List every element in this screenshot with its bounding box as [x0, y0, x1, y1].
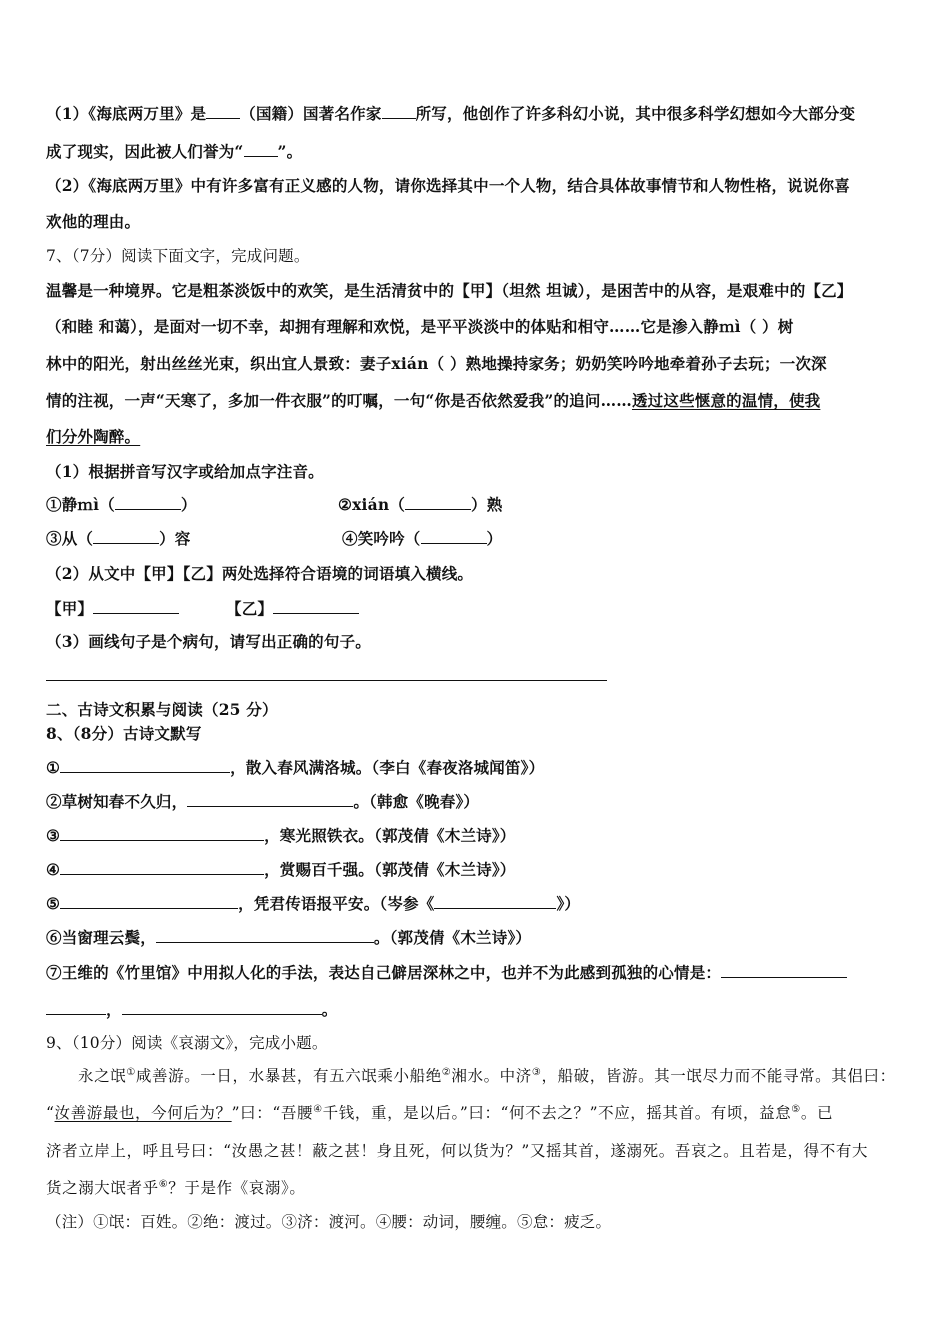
blank-yin[interactable] — [421, 529, 487, 544]
blank-author[interactable] — [382, 104, 416, 119]
blank-cong[interactable] — [93, 529, 159, 544]
q7-yi-field: 【乙】 — [226, 597, 910, 619]
q7-item-xiaoyinyin: ④笑吟吟（ ） — [342, 529, 503, 548]
blank-poem-5[interactable] — [60, 894, 238, 909]
q8-line1: ① ，散入春风满洛城。（李白《春夜洛城闻笛》） — [46, 758, 545, 777]
underlined-quote: 汝善游最也，今何后为？ — [54, 1104, 232, 1122]
q8-line2: ②草树知春不久归， 。（韩愈《晚春》） — [46, 792, 480, 811]
q9-text-line3: 济者立岸上，呼且号曰：“汝愚之甚！蔽之甚！身且死，何以货为？”又摇其首，遂溺死。吾哀之。且若是，得不有大 — [46, 1142, 869, 1160]
q9-text-line1: 永之氓①咸善游。一日，水暴甚，有五六氓乘小船绝②湘水。中济③，船破，皆游。其一氓尽力而不能寻常。其侣曰： — [78, 1066, 896, 1085]
blank-poem-1[interactable] — [60, 758, 230, 773]
q6-sub2-line1: （2）《海底两万里》中有许多富有正义感的人物，请你选择其中一个人物，结合具体故事情节和人物性格，说说你喜 — [46, 176, 850, 195]
q8-line3: ③ ，寒光照铁衣。（郭茂倩《木兰诗》） — [46, 826, 516, 845]
q7-jia-field: 【甲】 — [46, 597, 910, 619]
q7-passage-line5 — [46, 425, 910, 447]
underlined-sentence: 透过这些惬意的温情，使我 — [631, 391, 821, 410]
q7-item-xian: ②xián（ ）熟 — [338, 495, 503, 514]
q8-heading: 8、（8分）古诗文默写 — [46, 724, 202, 743]
blank-yi[interactable] — [273, 599, 359, 614]
q7-passage-line2: （和睦 和蔼），是面对一切不幸，却拥有理解和欢悦，是平平淡淡中的体贴和相守……它是渗入静ｍì（ ）树 — [46, 317, 794, 336]
q7-sub1: （1）根据拼音写汉字或给加点字注音。 — [46, 462, 324, 481]
blank-nationality[interactable] — [206, 104, 240, 119]
blank-poem-7c[interactable] — [122, 1000, 322, 1015]
q9-text-line4: 货之溺大氓者乎⑥？于是作《哀溺》。 — [46, 1178, 306, 1197]
blank-jia[interactable] — [93, 599, 179, 614]
q7-passage-line4: 情的注视，一声“天寒了，多加一件衣服”的叮嘱，一句“你是否依然爱我”的追问……透过这些惬意的温情，使我 — [46, 391, 821, 410]
q8-line7-cont: ， 。 — [46, 998, 910, 1020]
q8-line7: ⑦王维的《竹里馆》中用拟人化的手法，表达自己僻居深林之中，也并不为此感到孤独的心情是： — [46, 961, 910, 983]
section2-heading: 二、古诗文积累与阅读（25 分） — [46, 700, 278, 719]
q7-passage-line3: 林中的阳光，射出丝丝光束，织出宜人景致：妻子xián（ ）熟地操持家务；奶奶笑吟吟地牵着孙子去玩；一次深 — [46, 354, 827, 373]
q7-passage-line1: 温馨是一种境界。它是粗茶淡饭中的欢笑，是生活清贫中的【甲】（坦然 坦诚），是困苦中的从容，是艰难中的【乙】 — [46, 281, 853, 300]
q8-line4: ④ ，赏赐百千强。（郭茂倩《木兰诗》） — [46, 860, 516, 879]
q8-line5: ⑤ ，凭君传语报平安。（岑参《 》） — [46, 894, 581, 913]
q9-text-line2: “汝善游最也，今何后为？”曰：“吾腰④千钱，重，是以后。”曰：“何不去之？”不应，摇其首。有顷，益怠⑤。已 — [46, 1103, 834, 1122]
q7-item-row2: ③从（ ）容 — [46, 529, 191, 548]
q6-sub2-line2: 欢他的理由。 — [46, 212, 141, 231]
blank-poem-2[interactable] — [187, 792, 353, 807]
q8-line6: ⑥当窗理云鬓， 。（郭茂倩《木兰诗》） — [46, 928, 532, 947]
blank-title[interactable] — [244, 142, 278, 157]
q7-sub2: （2）从文中【甲】【乙】两处选择符合语境的词语填入横线。 — [46, 564, 474, 583]
blank-poem-7a[interactable] — [721, 963, 847, 978]
blank-mi[interactable] — [115, 495, 181, 510]
q9-notes: （注）①氓：百姓。②绝：渡过。③济：渡河。④腰：动词，腰缠。⑤怠：疲乏。 — [46, 1213, 612, 1231]
q7-item-row1: ①静ｍì（ ） — [46, 495, 197, 514]
blank-poem-4[interactable] — [60, 860, 264, 875]
underlined-sentence-end: 们分外陶醉。 — [46, 427, 141, 446]
blank-poem-3[interactable] — [60, 826, 264, 841]
blank-poem-7b[interactable] — [46, 1000, 106, 1015]
q9-heading: 9、（10分）阅读《哀溺文》，完成小题。 — [46, 1034, 328, 1052]
q6-sub1-line1: （1）《海底两万里》是 （国籍）国著名作家 所写，他创作了许多科幻小说，其中很多科学幻想如今大部分变 — [46, 104, 856, 123]
q7-heading: 7、（7分）阅读下面文字，完成问题。 — [46, 247, 310, 265]
answer-line[interactable] — [46, 680, 607, 681]
blank-poem-6[interactable] — [156, 928, 374, 943]
q7-sub3: （3）画线句子是个病句，请写出正确的句子。 — [46, 632, 371, 651]
blank-poem-title[interactable] — [434, 894, 556, 909]
blank-xian[interactable] — [405, 495, 471, 510]
q6-sub1-line2: 成了现实，因此被人们誉为“ ”。 — [46, 142, 303, 161]
